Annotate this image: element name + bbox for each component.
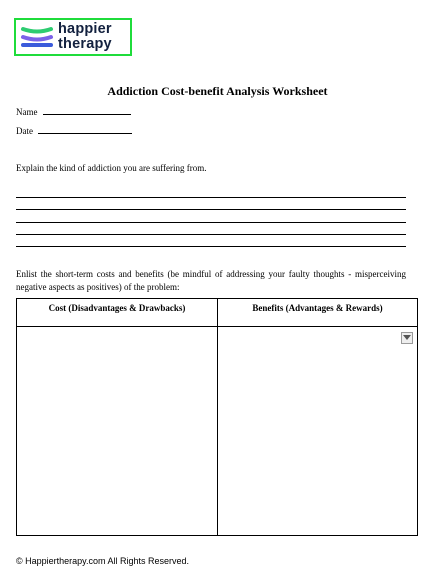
name-label: Name [16,107,38,117]
logo-stripes-icon [20,24,54,50]
benefits-cell[interactable] [218,327,417,535]
logo-line-1: happier [58,21,112,37]
benefits-column-header: Benefits (Advantages & Rewards) [252,303,383,313]
date-label: Date [16,126,33,136]
date-blank[interactable] [38,125,132,134]
addiction-prompt: Explain the kind of addiction you are suffering from. [16,163,207,173]
answer-line[interactable] [16,235,406,247]
cost-cell[interactable] [17,327,216,535]
answer-line[interactable] [16,210,406,222]
answer-line[interactable] [16,223,406,235]
answer-lines[interactable] [16,186,406,247]
logo [14,18,132,56]
cost-benefit-table [16,298,418,536]
copyright-footer: © Happiertherapy.com All Rights Reserved. [16,556,190,566]
dropdown-button[interactable] [401,332,413,344]
cost-benefit-prompt: Enlist the short-term costs and benefits (be mindful of addressing your faulty thoughts - misperceiving negative aspects as positives) of the problem: [16,269,406,292]
date-field [16,125,132,136]
cost-column-header: Cost (Disadvantages & Drawbacks) [48,303,186,313]
page-title: Addiction Cost-benefit Analysis Worksheet [107,84,328,98]
name-field [16,106,131,117]
triangle-down-icon [403,335,411,341]
answer-line[interactable] [16,186,406,198]
logo-line-2: therapy [58,36,112,52]
logo-text [58,22,112,52]
answer-line[interactable] [16,198,406,210]
name-blank[interactable] [43,106,131,115]
